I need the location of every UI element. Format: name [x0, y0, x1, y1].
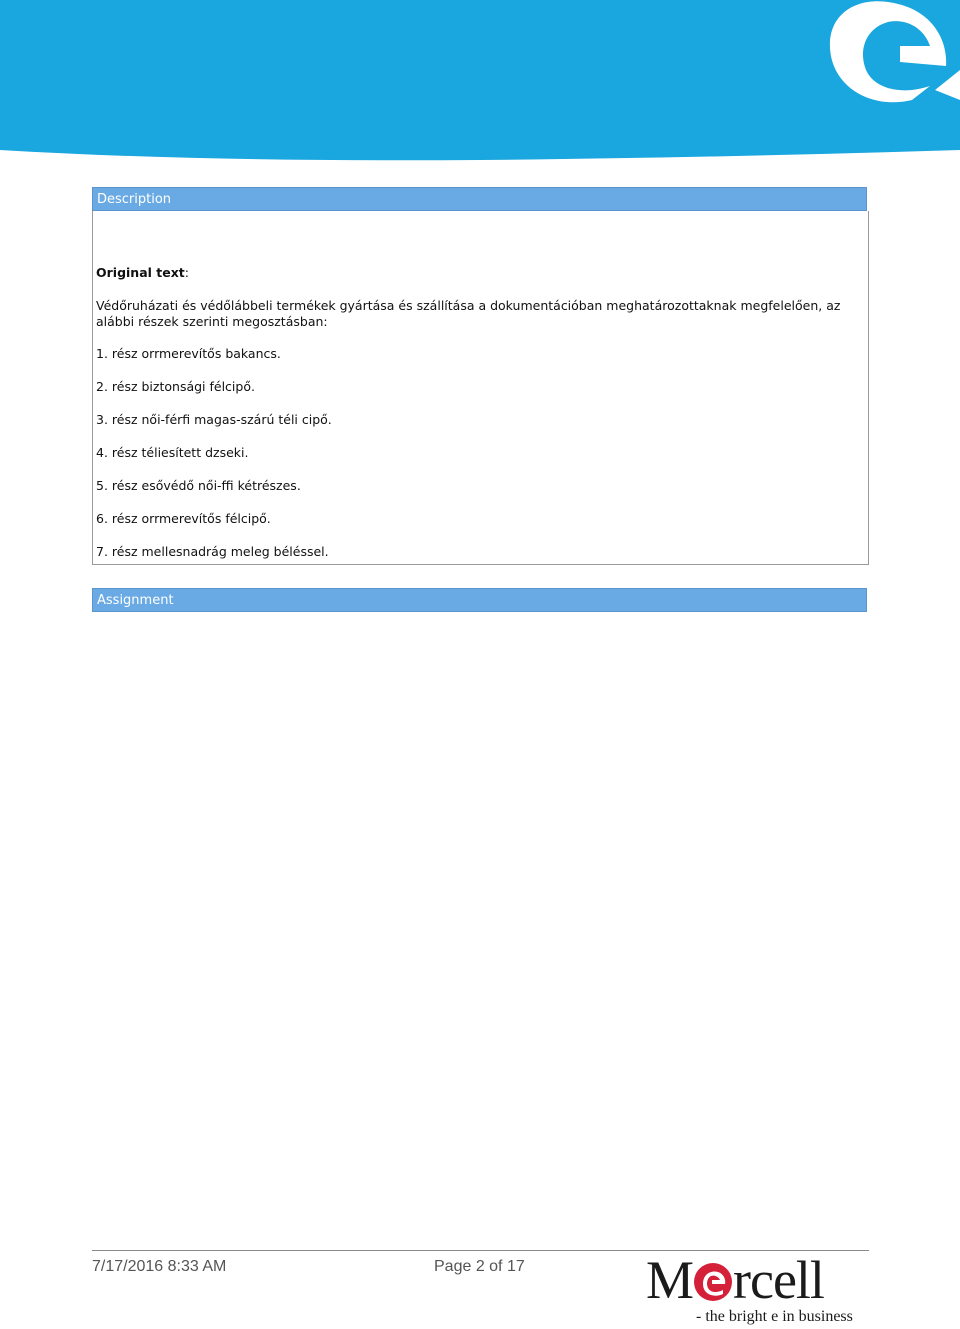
footer-timestamp: 7/17/2016 8:33 AM: [92, 1258, 227, 1275]
footer-page-number: Page 2 of 17: [434, 1258, 525, 1275]
list-item: 6. rész orrmerevítős félcipő.: [96, 511, 271, 526]
assignment-section-title: Assignment: [97, 593, 174, 608]
header-banner: [0, 0, 960, 165]
logo-letters-rcell: rcell: [733, 1250, 824, 1310]
list-item: 2. rész biztonsági félcipő.: [96, 379, 255, 394]
original-text-label: [96, 265, 189, 281]
logo-tagline: - the bright e in business: [696, 1308, 853, 1325]
list-item: 4. rész téliesített dzseki.: [96, 445, 249, 460]
list-item: 5. rész esővédő női-ffi kétrészes.: [96, 478, 301, 493]
marcell-logo: [640, 1252, 870, 1328]
original-text-colon: :: [184, 265, 189, 280]
logo-e-mark-icon: [693, 1262, 733, 1302]
list-item: 7. rész mellesnadrág meleg béléssel.: [96, 544, 329, 559]
description-section-title: Description: [97, 192, 172, 207]
original-text-label-text: Original text: [96, 265, 185, 280]
description-paragraph: Védőruházati és védőlábbeli termékek gyártása és szállítása a dokumentációban meghatározottaknak megfelelően, az alábbi részek szerinti megosztásban:: [96, 298, 841, 329]
list-item: 3. rész női-férfi magas-szárú téli cipő.: [96, 412, 332, 427]
logo-wordmark: [646, 1252, 824, 1308]
logo-letter-m: M: [646, 1250, 694, 1310]
list-item: 1. rész orrmerevítős bakancs.: [96, 346, 281, 361]
description-section-header: [92, 187, 867, 211]
assignment-section-header: [92, 588, 867, 612]
